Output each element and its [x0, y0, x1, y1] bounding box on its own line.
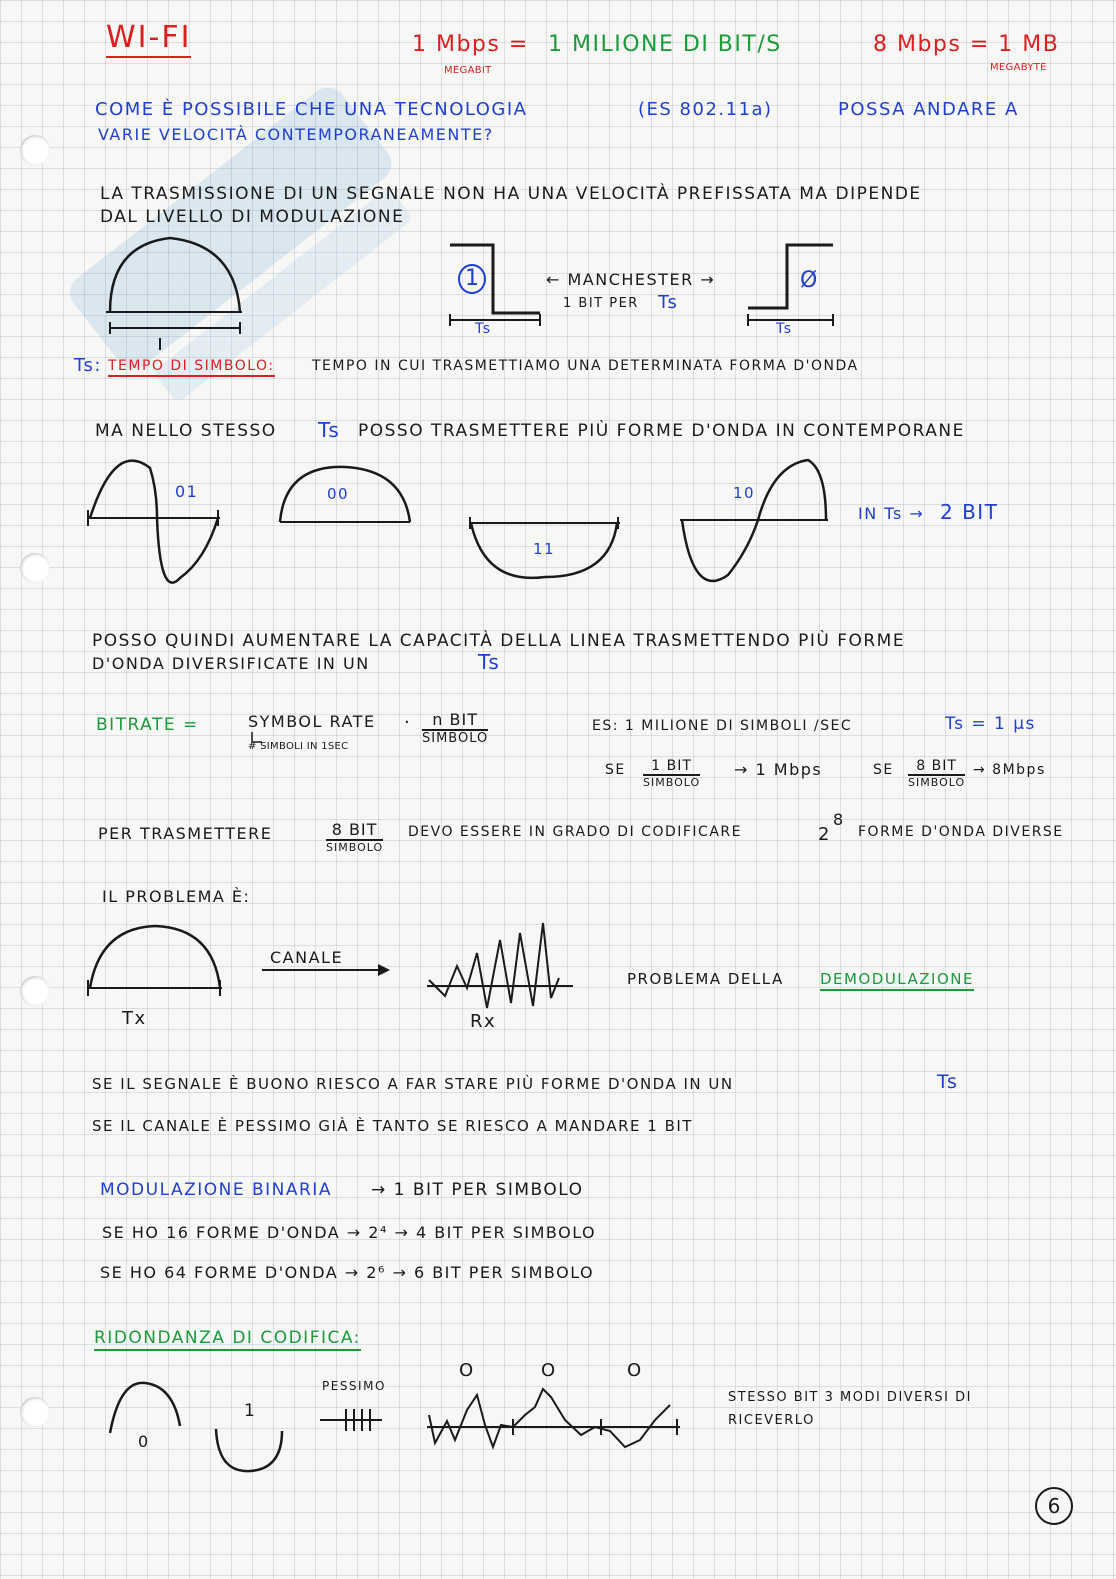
- channel-label: CANALE: [270, 948, 344, 967]
- binder-hole: [20, 553, 50, 583]
- page-number: 6: [1035, 1487, 1073, 1525]
- bitrate-result-1: → 1 Mbps: [734, 760, 823, 779]
- redundancy-o1: O: [459, 1360, 475, 1381]
- ts-term: Ts:: [74, 355, 102, 376]
- eight-bit-symbol-fraction: [326, 820, 383, 854]
- rx-noisy-signal: [425, 918, 585, 1023]
- capacity-ts: Ts: [478, 650, 501, 674]
- waveform-11-label: 11: [533, 540, 556, 558]
- waveform-10-label: 10: [733, 484, 756, 502]
- eight-text-a: PER TRASMETTERE: [98, 824, 273, 843]
- bitrate-label: BITRATE =: [96, 715, 199, 735]
- capacity-line-2: D'ONDA DIVERSIFICATE IN UN: [92, 654, 370, 673]
- tx-label: Tx: [122, 1008, 147, 1029]
- manchester-ts-right: Ts: [776, 321, 793, 337]
- bits-denominator: SIMBOLO: [422, 731, 489, 746]
- bitrate-result-2: → 8Mbps: [973, 762, 1046, 778]
- binder-hole: [20, 976, 50, 1006]
- rx-label: Rx: [470, 1011, 497, 1032]
- binary-16: SE HO 16 FORME D'ONDA → 2⁴ → 4 BIT PER SIMBOLO: [102, 1223, 597, 1242]
- multi-ts: Ts: [318, 418, 341, 442]
- waveform-01: [85, 450, 225, 590]
- demod-text-b: DEMODULAZIONE: [820, 970, 974, 991]
- multi-text-a: MA NELLO STESSO: [95, 421, 277, 441]
- waveform-10: [678, 450, 838, 595]
- one-bit-fraction: [643, 758, 700, 789]
- manchester-ts-left: Ts: [475, 321, 492, 337]
- bits-per-symbol-fraction: [422, 710, 488, 746]
- signal-good: SE IL SEGNALE È BUONO RIESCO A FAR STARE PIÙ FORME D'ONDA IN UN: [92, 1075, 734, 1093]
- redundancy-zero-label: 0: [138, 1432, 150, 1451]
- manchester-sub-ts: Ts: [658, 292, 679, 313]
- eight-frac-denominator: SIMBOLO: [326, 841, 384, 854]
- question-line-1c: POSSA ANDARE A: [838, 99, 1019, 120]
- half-wave-sketch: [100, 230, 250, 350]
- eight-text-c: FORME D'ONDA DIVERSE: [858, 824, 1064, 840]
- redundancy-zero-arc: [105, 1378, 185, 1438]
- binary-64: SE HO 64 FORME D'ONDA → 2⁶ → 6 BIT PER SIMBOLO: [100, 1263, 595, 1282]
- bits-numerator: n BIT: [422, 710, 488, 731]
- waveform-01-label: 01: [175, 482, 199, 501]
- redundancy-one-label: 1: [244, 1401, 257, 1421]
- demod-text-a: PROBLEMA DELLA: [627, 970, 784, 988]
- binary-rest: → 1 BIT PER SIMBOLO: [371, 1180, 584, 1200]
- manchester-one-label: 1: [458, 264, 486, 294]
- redundancy-pessimo: PESSIMO: [322, 1379, 386, 1393]
- question-line-2: VARIE VELOCITÀ CONTEMPORANEAMENTE?: [98, 125, 494, 144]
- manchester-label: ← MANCHESTER →: [546, 270, 716, 289]
- rate-lhs: 1 Mbps =: [412, 32, 529, 57]
- megabyte-note: MEGABYTE: [990, 62, 1047, 73]
- redundancy-note-1: STESSO BIT 3 MODI DIVERSI DI: [728, 1390, 972, 1405]
- eight-bit-fraction: [908, 758, 965, 789]
- binder-hole: [20, 1397, 50, 1427]
- bitrate-dot: ·: [404, 712, 412, 733]
- redundancy-title: RIDONDANZA DI CODIFICA:: [94, 1328, 361, 1351]
- channel-arrow-icon: [260, 964, 395, 978]
- manchester-sub: 1 BIT PER: [563, 296, 639, 311]
- wave-note-a: IN Ts →: [858, 504, 925, 523]
- ts-definition: TEMPO IN CUI TRASMETTIAMO UNA DETERMINATA FORMA D'ONDA: [312, 358, 859, 374]
- bitrate-example: ES: 1 MILIONE DI SIMBOLI /SEC: [592, 718, 853, 734]
- intro-line-2: DAL LIVELLO DI MODULAZIONE: [100, 207, 405, 227]
- wave-note-b: 2 BIT: [940, 500, 999, 524]
- eight-bit-numerator: 8 BIT: [908, 758, 965, 776]
- eight-frac-numerator: 8 BIT: [326, 820, 383, 841]
- arrow-icon: [250, 732, 264, 746]
- waveform-00-label: 00: [327, 485, 350, 503]
- bitrate-se-2: SE: [873, 762, 894, 778]
- noisy-channel-icon: [318, 1405, 388, 1435]
- ts-name: TEMPO DI SIMBOLO:: [108, 358, 275, 377]
- redundancy-o3: O: [627, 1360, 643, 1381]
- question-line-1a: COME È POSSIBILE CHE UNA TECNOLOGIA: [95, 99, 528, 120]
- bitrate-se-1: SE: [605, 762, 626, 778]
- megabit-note: MEGABIT: [444, 65, 492, 76]
- question-line-1b: (ES 802.11a): [638, 99, 773, 120]
- redundancy-received-signal: [425, 1385, 690, 1470]
- byte-equation: 8 Mbps = 1 MB: [873, 32, 1060, 57]
- rate-rhs: 1 MILIONE DI BIT/S: [548, 32, 782, 57]
- redundancy-o2: O: [541, 1360, 557, 1381]
- problem-text: IL PROBLEMA È:: [102, 887, 251, 906]
- binary-title: MODULAZIONE BINARIA: [100, 1180, 332, 1200]
- power-base: 2: [818, 824, 831, 845]
- capacity-line-1: POSSO QUINDI AUMENTARE LA CAPACITÀ DELLA LINEA TRASMETTENDO PIÙ FORME: [92, 631, 906, 651]
- signal-bad: SE IL CANALE È PESSIMO GIÀ È TANTO SE RIESCO A MANDARE 1 BIT: [92, 1117, 693, 1135]
- symbol-rate: SYMBOL RATE: [248, 712, 376, 731]
- signal-good-ts: Ts: [937, 1071, 959, 1093]
- manchester-zero-signal: [745, 240, 840, 330]
- tx-signal-sketch: [85, 918, 225, 998]
- binder-hole: [20, 135, 50, 165]
- eight-text-b: DEVO ESSERE IN GRADO DI CODIFICARE: [408, 824, 742, 840]
- redundancy-note-2: RICEVERLO: [728, 1413, 815, 1428]
- intro-line-1: LA TRASMISSIONE DI UN SEGNALE NON HA UNA VELOCITÀ PREFISSATA MA DIPENDE: [100, 184, 922, 204]
- one-bit-numerator: 1 BIT: [643, 758, 700, 776]
- one-bit-denominator: SIMBOLO: [643, 776, 701, 789]
- multi-text-b: POSSO TRASMETTERE PIÙ FORME D'ONDA IN CONTEMPORANE: [358, 421, 965, 441]
- redundancy-one-arc: [210, 1425, 290, 1475]
- symbol-rate-note: # SIMBOLI IN 1SEC: [248, 741, 349, 752]
- power-exponent: 8: [833, 810, 845, 829]
- eight-bit-denominator: SIMBOLO: [908, 776, 966, 789]
- manchester-zero-label: Ø: [800, 268, 819, 293]
- page-title: WI-FI: [106, 20, 191, 58]
- bitrate-ts-eq: Ts = 1 μs: [945, 714, 1036, 734]
